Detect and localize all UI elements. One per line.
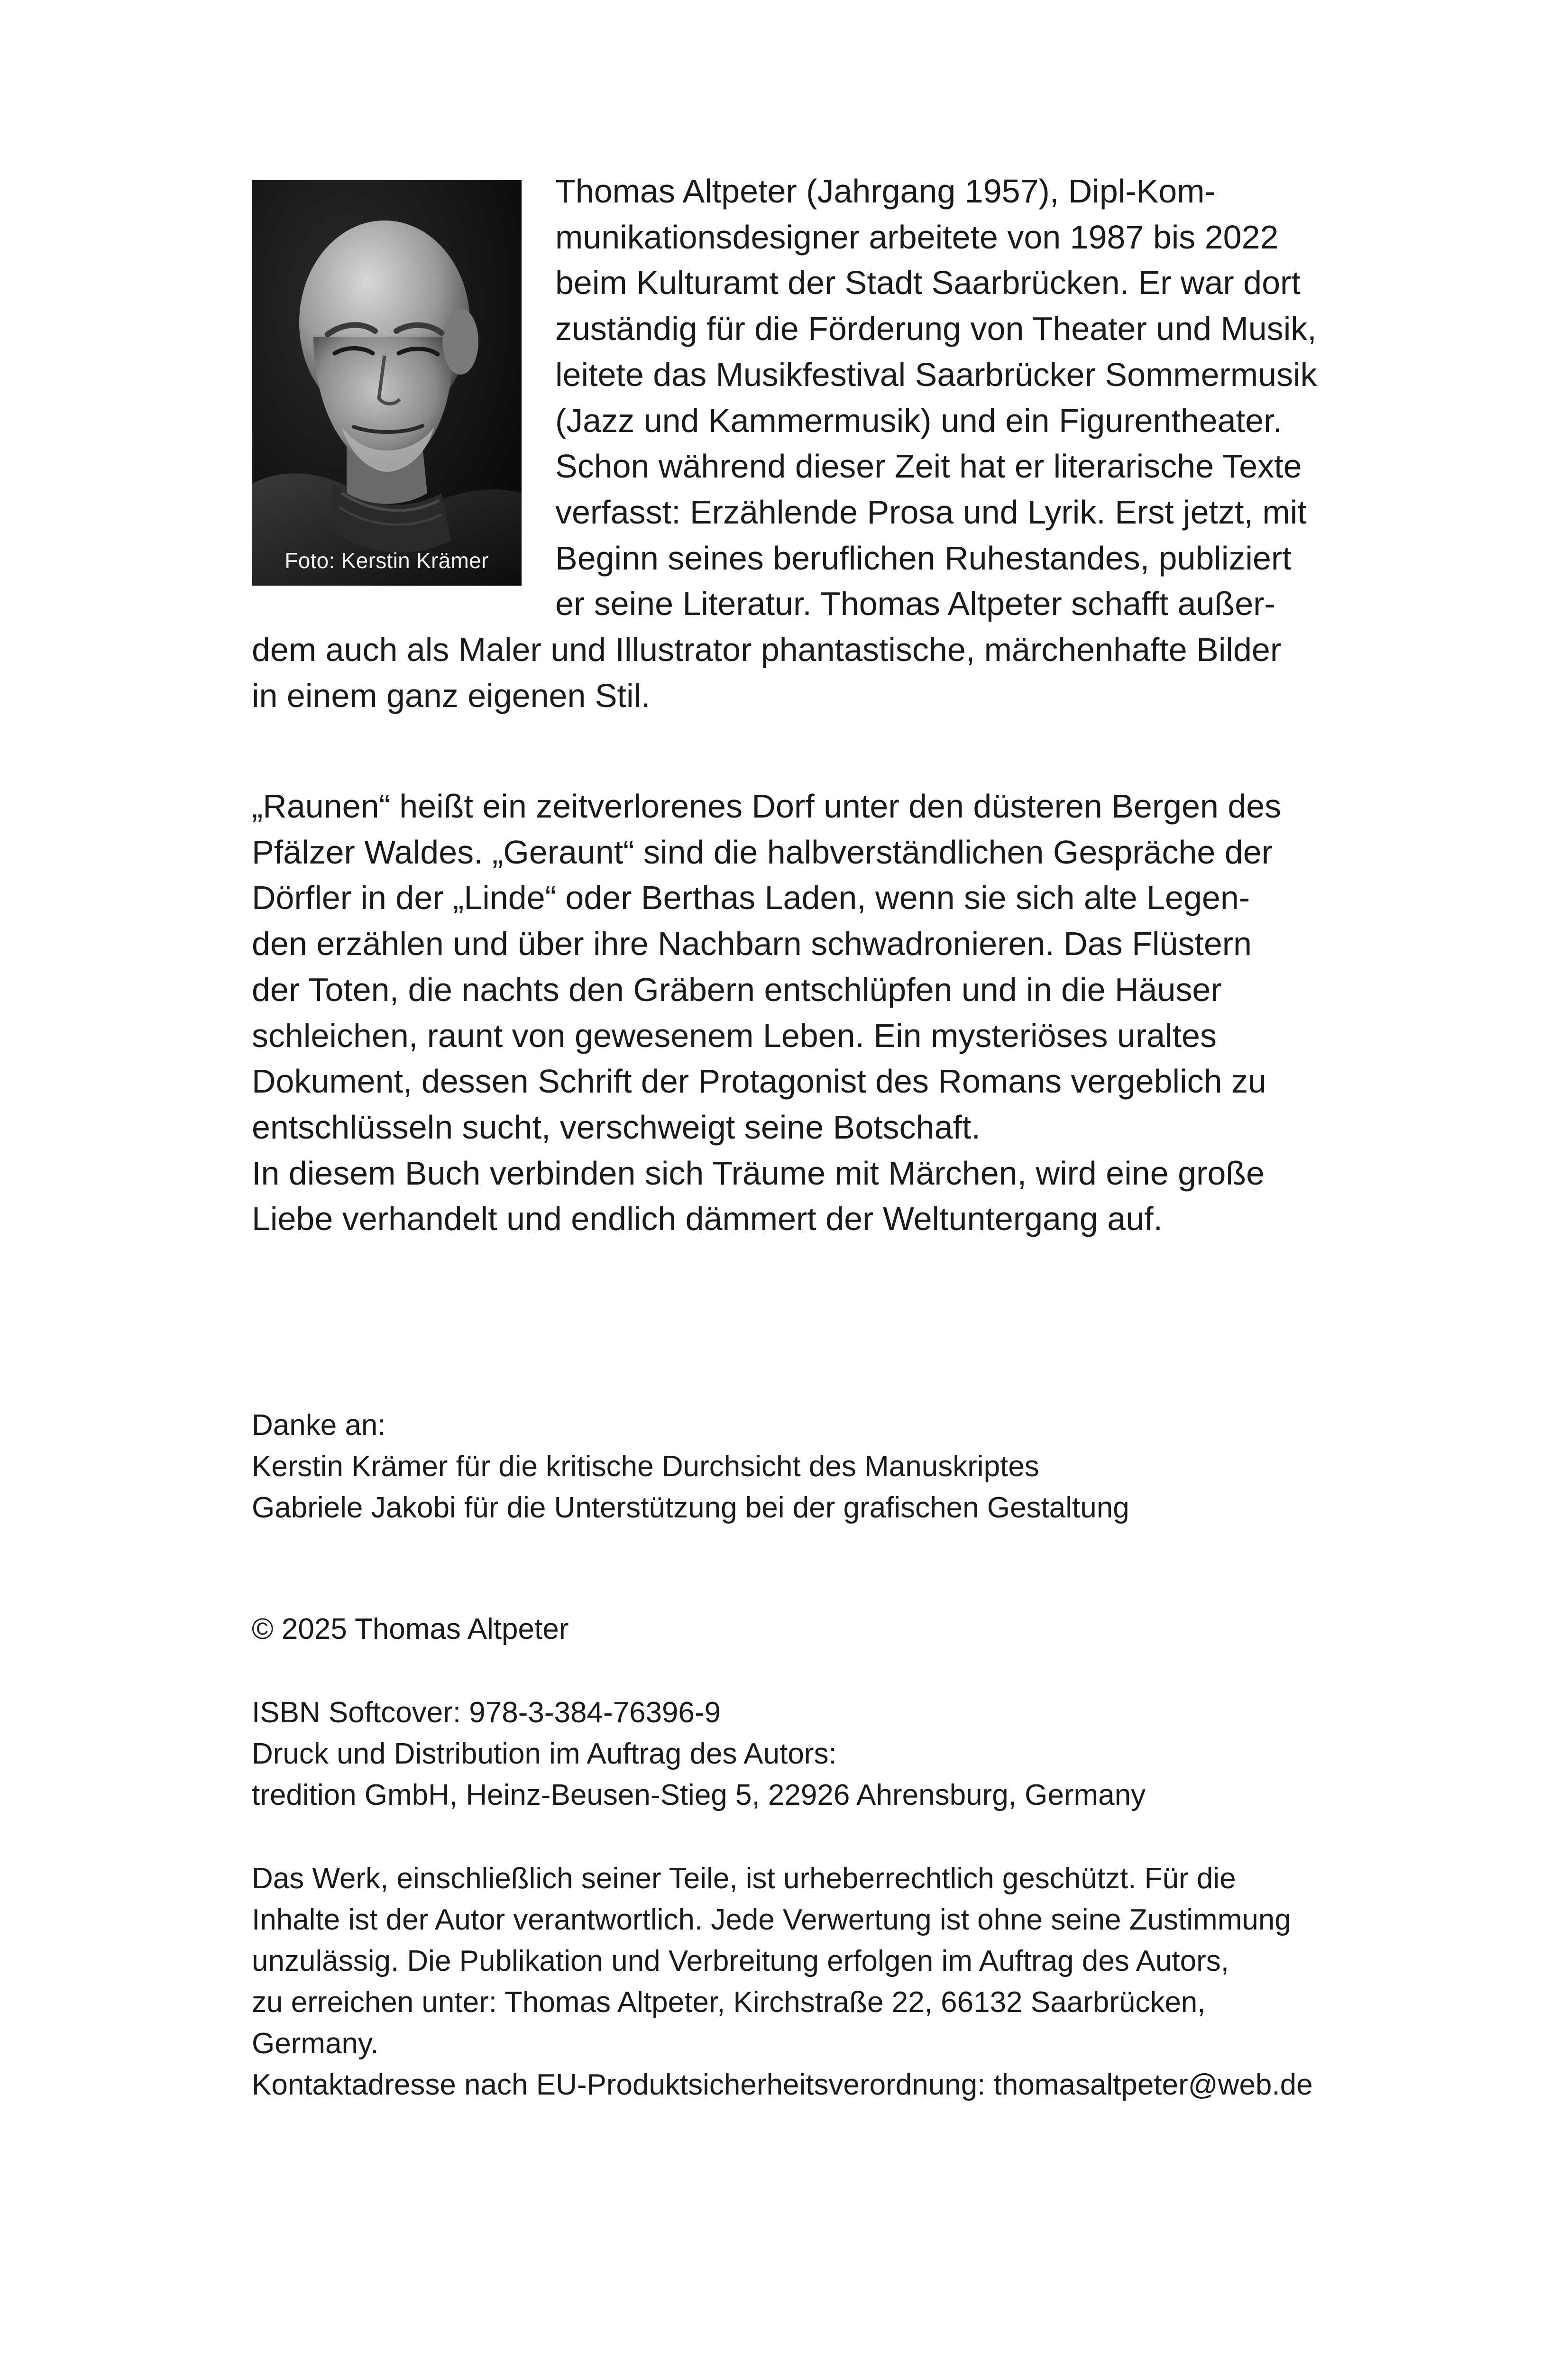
synopsis-line: In diesem Buch verbinden sich Träume mit Märchen, wird eine große (252, 1154, 1265, 1192)
synopsis-line: schleichen, raunt von gewesenem Leben. Ein mysteriöses uraltes (252, 1017, 1217, 1054)
synopsis-line: Dörfler in der „Linde“ oder Berthas Laden, wenn sie sich alte Legen- (252, 879, 1250, 917)
bio-line: Thomas Altpeter (Jahrgang 1957), Dipl-Kom- (555, 173, 1216, 210)
synopsis-line: entschlüsseln sucht, verschweigt seine Botschaft. (252, 1108, 981, 1146)
synopsis-line: Pfälzer Waldes. „Geraunt“ sind die halbverständlichen Gespräche der (252, 833, 1273, 871)
thanks-line: Kerstin Krämer für die kritische Durchsicht des Manuskriptes (252, 1450, 1039, 1483)
bio-line: Beginn seines beruflichen Ruhestandes, publiziert (555, 539, 1292, 577)
synopsis-line: Dokument, dessen Schrift der Protagonist des Romans vergeblich zu (252, 1063, 1266, 1100)
legal-notice (252, 1858, 1437, 2105)
bio-line: beim Kulturamt der Stadt Saarbrücken. Er war dort (555, 264, 1301, 302)
bio-line: dem auch als Maler und Illustrator phantastische, märchenhafte Bilder (252, 631, 1282, 669)
legal-line: Das Werk, einschließlich seiner Teile, ist urheberrechtlich geschützt. Für die (252, 1862, 1236, 1895)
synopsis-line: „Raunen“ heißt ein zeitverlorenes Dorf unter den düsteren Bergen des (252, 788, 1282, 825)
publishing-info (252, 1692, 1437, 1816)
contact-line: Kontaktadresse nach EU-Produktsicherheitsverordnung: thomasaltpeter@web.de (252, 2068, 1313, 2101)
isbn-line: ISBN Softcover: 978-3-384-76396-9 (252, 1696, 721, 1729)
thanks-line: Gabriele Jakobi für die Unterstützung bei der grafischen Gestaltung (252, 1491, 1129, 1524)
synopsis-line: den erzählen und über ihre Nachbarn schwadronieren. Das Flüstern (252, 925, 1252, 963)
synopsis-line: Liebe verhandelt und endlich dämmert der Weltuntergang auf. (252, 1200, 1163, 1238)
legal-line: zu erreichen unter: Thomas Altpeter, Kirchstraße 22, 66132 Saarbrücken, (252, 1986, 1206, 2019)
copyright-notice (252, 1608, 1437, 1650)
acknowledgements (252, 1405, 1437, 1528)
bio-line: verfasst: Erzählende Prosa und Lyrik. Erst jetzt, mit (555, 493, 1307, 531)
publisher-address: tredition GmbH, Heinz-Beusen-Stieg 5, 22926 Ahrensburg, Germany (252, 1779, 1146, 1811)
legal-line: Germany. (252, 2027, 379, 2060)
thanks-heading: Danke an: (252, 1409, 386, 1442)
bio-line: er seine Literatur. Thomas Altpeter schafft außer- (555, 585, 1275, 623)
bio-line: munikationsdesigner arbeitete von 1987 bis 2022 (555, 218, 1279, 256)
synopsis-line: der Toten, die nachts den Gräbern entschlüpfen und in die Häuser (252, 971, 1222, 1008)
copyright-text: © 2025 Thomas Altpeter (252, 1613, 569, 1645)
bio-line: (Jazz und Kammermusik) und ein Figurentheater. (555, 402, 1282, 439)
legal-line: unzulässig. Die Publikation und Verbreitung erfolgen im Auftrag des Autors, (252, 1945, 1229, 1977)
bio-line: leitete das Musikfestival Saarbrücker Sommermusik (555, 356, 1317, 393)
author-bio (252, 168, 1361, 718)
bio-line: in einem ganz eigenen Stil. (252, 677, 651, 714)
bio-line: zuständig für die Förderung von Theater und Musik, (555, 310, 1317, 348)
photo-credit: Foto: Kerstin Krämer (284, 548, 489, 573)
legal-line: Inhalte ist der Autor verantwortlich. Jede Verwertung ist ohne seine Zustimmung (252, 1903, 1291, 1936)
bio-line: Schon während dieser Zeit hat er literarische Texte (555, 448, 1302, 485)
distribution-line: Druck und Distribution im Auftrag des Autors: (252, 1737, 837, 1770)
book-synopsis (252, 783, 1390, 1242)
